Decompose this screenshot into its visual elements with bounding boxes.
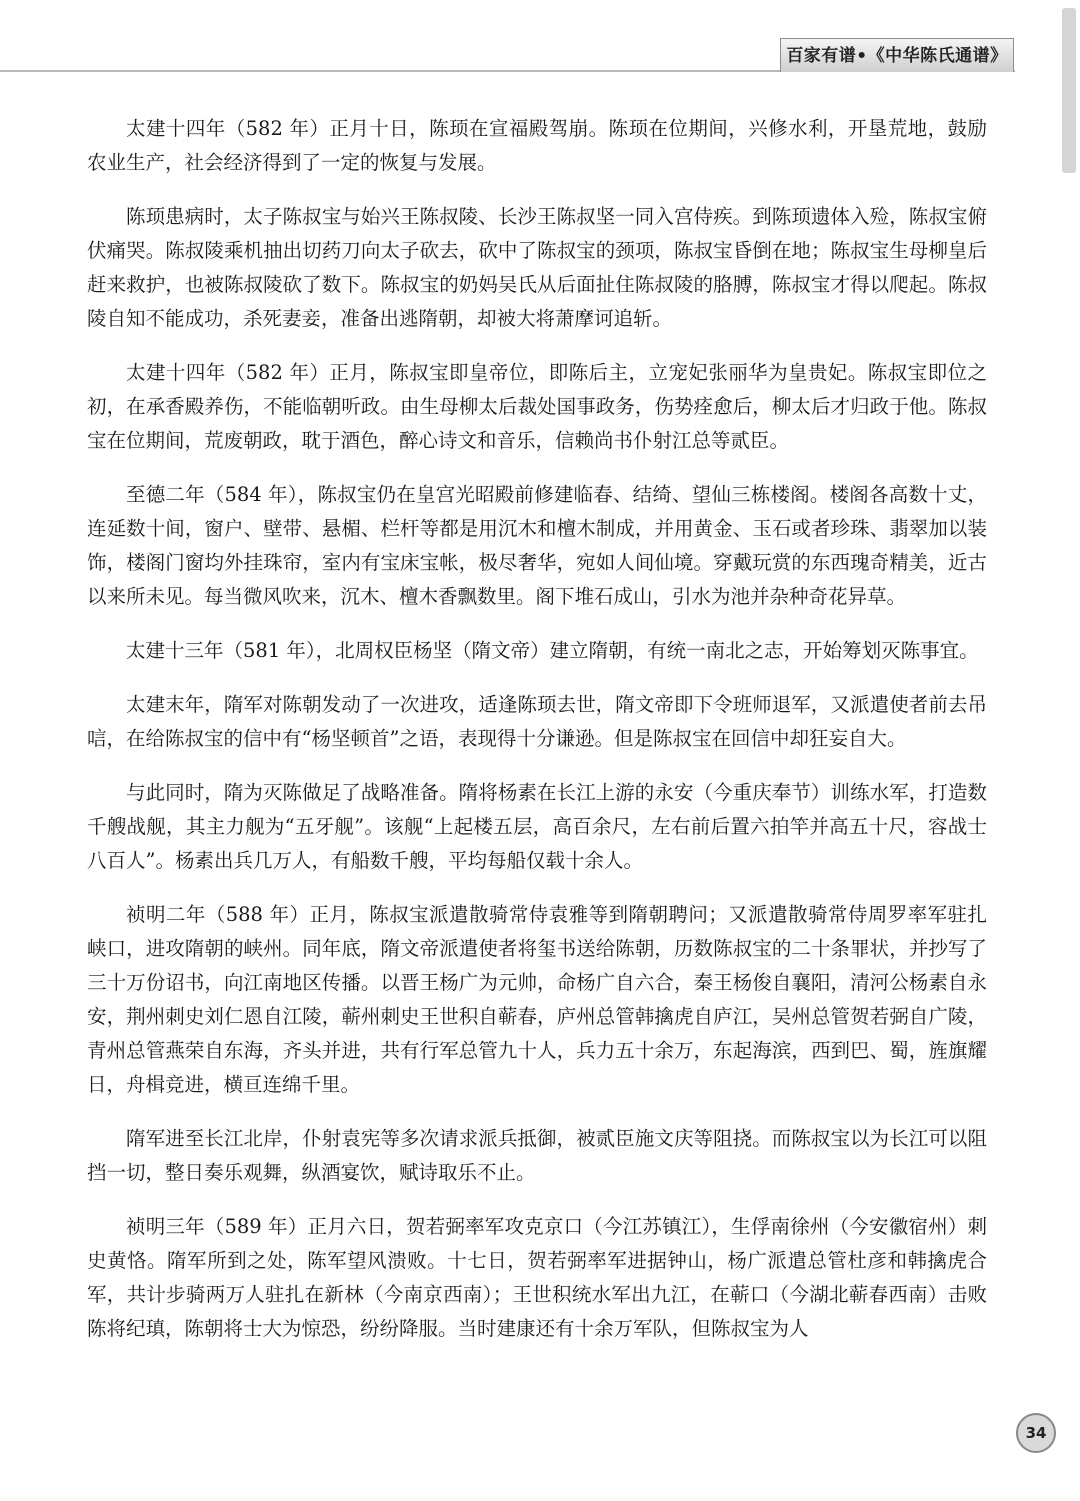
running-header: 百家有谱•《中华陈氏通谱》: [780, 38, 1014, 72]
scrollbar[interactable]: [1056, 0, 1080, 1501]
scrollbar-thumb[interactable]: [1062, 8, 1076, 173]
paragraph: 陈顼患病时，太子陈叔宝与始兴王陈叔陵、长沙王陈叔坚一同入宫侍疾。到陈顼遗体入殓，陈叔宝俯伏痛哭。陈叔陵乘机抽出切药刀向太子砍去，砍中了陈叔宝的颈项，陈叔宝昏倒在地；陈叔宝生母柳皇后赶来救护，也被陈叔陵砍了数下。陈叔宝的奶妈吴氏从后面扯住陈叔陵的胳膊，陈叔宝才得以爬起。陈叔陵自知不能成功，杀死妻妾，准备出逃隋朝，却被大将萧摩诃追斩。: [87, 205, 987, 330]
paragraph: 祯明三年（589 年）正月六日，贺若弼率军攻克京口（今江苏镇江），生俘南徐州（今安徽宿州）刺史黄恪。隋军所到之处，陈军望风溃败。十七日，贺若弼率军进据钟山，杨广派遣总管杜彦和韩擒虎合军，共计步骑两万人驻扎在新林（今南京西南）；王世积统水军出九江，在蕲口（今湖北蕲春西南）击败陈将纪瑱，陈朝将士大为惊恐，纷纷降服。当时建康还有十余万军队，但陈叔宝为人: [87, 1215, 987, 1340]
paragraph: 与此同时，隋为灭陈做足了战略准备。隋将杨素在长江上游的永安（今重庆奉节）训练水军，打造数千艘战舰，其主力舰为“五牙舰”。该舰“上起楼五层，高百余尺，左右前后置六拍竿并高五十尺，容战士八百人”。杨素出兵几万人，有船数千艘，平均每船仅载十余人。: [87, 781, 987, 872]
paragraph: 太建十四年（582 年）正月，陈叔宝即皇帝位，即陈后主，立宠妃张丽华为皇贵妃。陈叔宝即位之初，在承香殿养伤，不能临朝听政。由生母柳太后裁处国事政务，伤势痊愈后，柳太后才归政于他。陈叔宝在位期间，荒废朝政，耽于酒色，醉心诗文和音乐，信赖尚书仆射江总等贰臣。: [87, 361, 987, 452]
paragraph: 祯明二年（588 年）正月，陈叔宝派遣散骑常侍袁雅等到隋朝聘问；又派遣散骑常侍周罗率军驻扎峡口，进攻隋朝的峡州。同年底，隋文帝派遣使者将玺书送给陈朝，历数陈叔宝的二十条罪状，并抄写了三十万份诏书，向江南地区传播。以晋王杨广为元帅，命杨广自六合，秦王杨俊自襄阳，清河公杨素自永安，荆州刺史刘仁恩自江陵，蕲州刺史王世积自蕲春，庐州总管韩擒虎自庐江，吴州总管贺若弼自广陵，青州总管燕荣自东海，齐头并进，共有行军总管九十人，兵力五十余万，东起海滨，西到巴、蜀，旌旗耀日，舟楫竞进，横亘连绵千里。: [87, 903, 987, 1096]
body-text: [87, 112, 987, 1366]
paragraph: 太建十四年（582 年）正月十日，陈顼在宣福殿驾崩。陈顼在位期间，兴修水利，开垦荒地，鼓励农业生产，社会经济得到了一定的恢复与发展。: [87, 117, 987, 174]
paragraph: 隋军进至长江北岸，仆射袁宪等多次请求派兵抵御，被贰臣施文庆等阻挠。而陈叔宝以为长江可以阻挡一切，整日奏乐观舞，纵酒宴饮，赋诗取乐不止。: [87, 1127, 987, 1184]
paragraph: 太建末年，隋军对陈朝发动了一次进攻，适逢陈顼去世，隋文帝即下令班师退军，又派遣使者前去吊唁，在给陈叔宝的信中有“杨坚顿首”之语，表现得十分谦逊。但是陈叔宝在回信中却狂妄自大。: [87, 693, 987, 750]
paragraph: 太建十三年（581 年），北周权臣杨坚（隋文帝）建立隋朝，有统一南北之志，开始筹划灭陈事宜。: [126, 639, 979, 662]
page-number: 34: [1016, 1413, 1056, 1453]
paragraph: 至德二年（584 年），陈叔宝仍在皇宫光昭殿前修建临春、结绮、望仙三栋楼阁。楼阁各高数十丈，连延数十间，窗户、壁带、悬楣、栏杆等都是用沉木和檀木制成，并用黄金、玉石或者珍珠、翡翠加以装饰，楼阁门窗均外挂珠帘，室内有宝床宝帐，极尽奢华，宛如人间仙境。穿戴玩赏的东西瑰奇精美，近古以来所未见。每当微风吹来，沉木、檀木香飘数里。阁下堆石成山，引水为池并杂种奇花异草。: [87, 483, 987, 608]
